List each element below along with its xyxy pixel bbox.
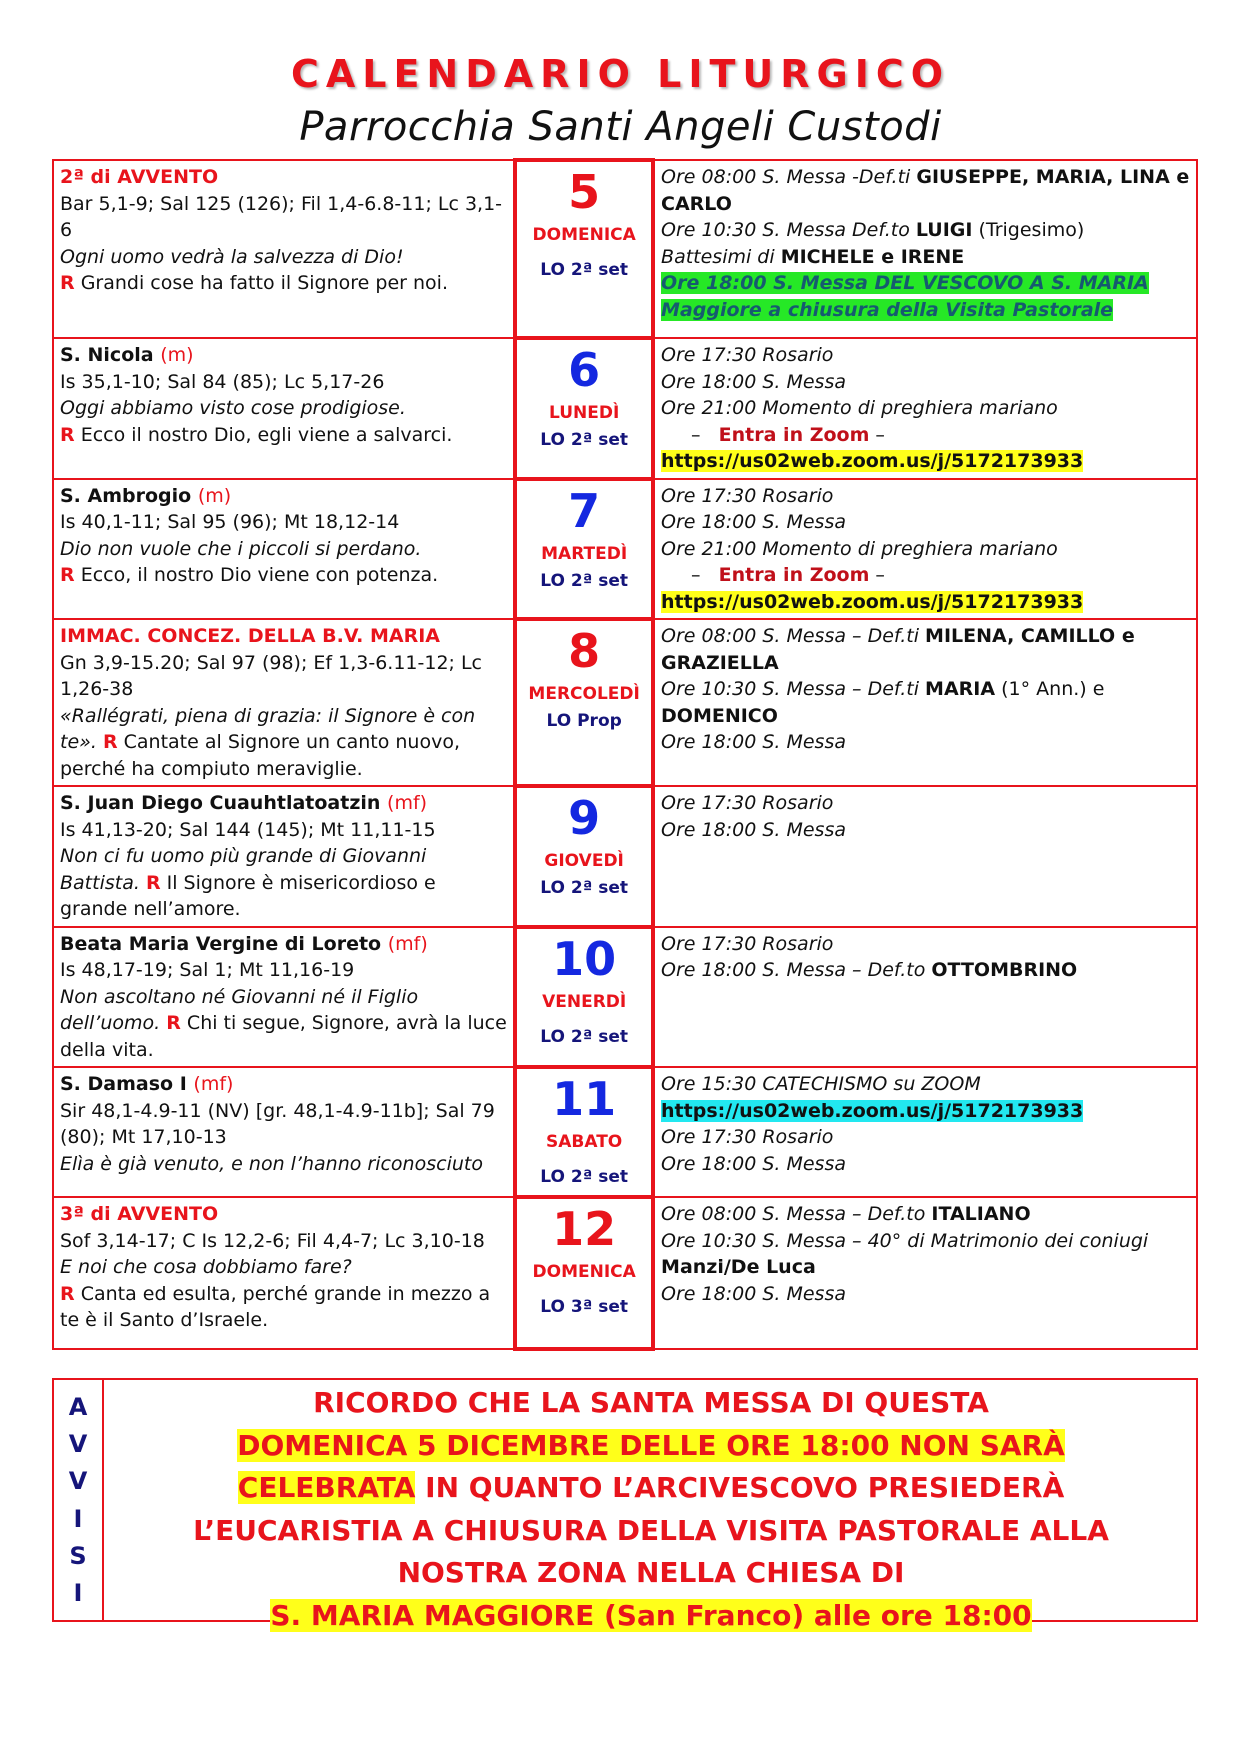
- schedule-cell: [653, 786, 1197, 927]
- day-cell: [515, 927, 653, 1068]
- schedule-item: [661, 483, 1190, 510]
- notice-line: [106, 1467, 1196, 1510]
- zoom-label: Entra in Zoom: [718, 564, 870, 586]
- response-marker: R: [60, 564, 75, 586]
- weekday: LUNEDÌ: [548, 403, 620, 423]
- liturgy-of-hours: LO 2ª set: [540, 1026, 628, 1047]
- zoom-link[interactable]: https://us02web.zoom.us/j/5172173933: [661, 450, 1084, 472]
- liturgy-cell: [53, 927, 515, 1068]
- calendar-row: [53, 786, 1197, 927]
- antiphon: E noi che cosa dobbiamo fare?: [60, 1256, 352, 1278]
- weekday: GIOVEDÌ: [544, 851, 624, 871]
- calendar-row: [53, 338, 1197, 479]
- day-cell: [515, 786, 653, 927]
- feast-title: [60, 164, 507, 191]
- notice-line: [106, 1425, 1196, 1468]
- readings: Is 48,17-19; Sal 1; Mt 11,16-19: [60, 959, 355, 981]
- notice-text: IN QUANTO L’ARCIVESCOVO PRESIEDERÀ: [415, 1471, 1065, 1504]
- schedule-cell: [653, 338, 1197, 479]
- antiphon-block: [60, 1254, 507, 1334]
- response-marker: R: [102, 731, 118, 753]
- schedule-item: [661, 817, 1190, 844]
- response-marker: R: [60, 272, 75, 294]
- calendar-row: [53, 1197, 1197, 1349]
- response: Il Signore è misericordioso e grande nell’amore.: [60, 871, 436, 920]
- notices-side-label: [54, 1380, 104, 1620]
- antiphon-block: [60, 984, 507, 1064]
- feast-name: S. Damaso I: [60, 1073, 187, 1095]
- notices-letter: A: [68, 1392, 88, 1421]
- antiphon-block: [60, 536, 507, 589]
- event-text: Ore 18:00 S. Messa – Def.to: [661, 959, 932, 981]
- antiphon: Non ci fu uomo più grande di Giovanni Battista.: [60, 845, 427, 894]
- feast-title: [60, 1201, 507, 1228]
- feast-rank: (mf): [387, 932, 428, 955]
- schedule-cell: [653, 479, 1197, 620]
- feast-name: IMMAC. CONCEZ. DELLA B.V. MARIA: [60, 625, 440, 647]
- response: Grandi cose ha fatto il Signore per noi.: [80, 272, 448, 294]
- event-names: MILENA, CAMILLO e GRAZIELLA: [661, 625, 1135, 674]
- schedule-item: [661, 1124, 1190, 1151]
- event-text: Ore 18:00 S. Messa: [661, 1282, 846, 1305]
- antiphon-block: [60, 703, 507, 783]
- schedule-item: [661, 369, 1190, 396]
- event-text: Ore 08:00 S. Messa – Def.to: [661, 1203, 932, 1225]
- event-names: Manzi/De Luca: [661, 1256, 816, 1278]
- liturgy-cell: [53, 1197, 515, 1349]
- event-names: OTTOMBRINO: [931, 959, 1078, 981]
- feast-rank: (mf): [387, 792, 428, 814]
- day-cell: [515, 160, 653, 338]
- response-marker: R: [60, 1282, 75, 1305]
- event-text: Ore 18:00 S. Messa: [661, 731, 846, 753]
- event-names: MARIA: [925, 678, 996, 700]
- event-text: Ore 17:30 Rosario: [661, 1126, 834, 1148]
- event-text: Ore 08:00 S. Messa -Def.ti: [661, 166, 917, 188]
- schedule-item: [661, 536, 1190, 563]
- notices-letter: S: [69, 1541, 87, 1570]
- day-number: 10: [552, 931, 617, 986]
- feast-title: [60, 623, 507, 650]
- feast-name: S. Juan Diego Cuauhtlatoatzin: [60, 792, 381, 814]
- schedule-item: – Entra in Zoom –: [691, 564, 885, 586]
- antiphon: Elìa è già venuto, e non l’hanno riconosciuto: [60, 1152, 483, 1175]
- antiphon-block: [60, 843, 507, 923]
- event-text: Ore 18:00 S. Messa: [661, 511, 846, 533]
- calendar-row: [53, 160, 1197, 338]
- calendar-row: [53, 619, 1197, 786]
- day-cell: [515, 1197, 653, 1349]
- schedule-item: [661, 395, 1190, 422]
- notices-letter: V: [68, 1429, 88, 1458]
- notice-highlight: CELEBRATA: [237, 1471, 416, 1504]
- notice-line: L’EUCARISTIA A CHIUSURA DELLA VISITA PASTORALE ALLA: [193, 1513, 1109, 1547]
- feast-title: [60, 342, 507, 369]
- schedule-item: [661, 244, 1190, 271]
- weekday: MERCOLEDÌ: [528, 684, 640, 704]
- antiphon-block: [60, 395, 507, 448]
- liturgy-of-hours: LO 2ª set: [540, 430, 628, 450]
- schedule-item: [661, 589, 1190, 616]
- liturgy-cell: [53, 1067, 515, 1197]
- liturgy-cell: [53, 160, 515, 338]
- day-number: 12: [552, 1202, 617, 1256]
- event-text: Ore 21:00 Momento di preghiera mariano: [661, 397, 1058, 419]
- schedule-item: [661, 790, 1190, 817]
- event-text: Ore 18:00 S. Messa: [661, 370, 846, 393]
- schedule-item: [661, 448, 1190, 475]
- response: Chi ti segue, Signore, avrà la luce della vita.: [60, 1012, 507, 1061]
- liturgy-of-hours: LO 2ª set: [540, 260, 628, 280]
- event-text: Ore 17:30 Rosario: [661, 484, 834, 507]
- schedule-item: [661, 1098, 1190, 1125]
- feast-title: [60, 931, 507, 958]
- zoom-link[interactable]: https://us02web.zoom.us/j/5172173933: [661, 1099, 1084, 1122]
- feast-rank: (mf): [193, 1073, 234, 1095]
- feast-name: 3ª di AVVENTO: [60, 1203, 219, 1225]
- feast-rank: (m): [160, 344, 194, 366]
- bishop-mass-highlight: Ore 18:00 S. Messa DEL VESCOVO A S. MARIA Maggiore a chiusura della Visita Pastorale: [661, 272, 1149, 321]
- schedule-item: [661, 1228, 1190, 1281]
- antiphon: Ogni uomo vedrà la salvezza di Dio!: [60, 245, 404, 268]
- day-number: 9: [568, 791, 601, 845]
- antiphon-block: [60, 1151, 507, 1178]
- page-title: CALENDARIO LITURGICO: [290, 52, 951, 96]
- liturgy-of-hours: LO 2ª set: [540, 570, 628, 591]
- response-marker: R: [166, 1012, 181, 1034]
- day-cell: [515, 1067, 653, 1197]
- feast-name: 2ª di AVVENTO: [60, 166, 219, 188]
- response: Cantate al Signore un canto nuovo, perché ha compiuto meraviglie.: [60, 731, 460, 780]
- readings: Is 40,1-11; Sal 95 (96); Mt 18,12-14: [60, 511, 400, 533]
- schedule-cell: [653, 1197, 1197, 1349]
- weekday: DOMENICA: [532, 225, 636, 245]
- day-number: 5: [568, 165, 601, 219]
- readings: Bar 5,1-9; Sal 125 (126); Fil 1,4-6.8-11; Lc 3,1-6: [60, 192, 503, 241]
- liturgy-of-hours: LO 3ª set: [540, 1297, 628, 1317]
- calendar-row: [53, 1067, 1197, 1197]
- schedule-item: [661, 1281, 1190, 1308]
- day-number: 8: [568, 624, 601, 678]
- response-marker: R: [145, 871, 161, 894]
- schedule-item: [661, 164, 1190, 217]
- day-number: 11: [552, 1072, 617, 1126]
- feast-name: S. Ambrogio: [60, 484, 192, 507]
- schedule-cell: [653, 160, 1197, 338]
- calendar-row: [53, 927, 1197, 1068]
- response: Canta ed esulta, perché grande in mezzo a te è il Santo d’Israele.: [60, 1282, 491, 1331]
- schedule-cell: [653, 619, 1197, 786]
- schedule-item: [661, 1071, 1190, 1098]
- response: Ecco il nostro Dio, egli viene a salvarci.: [80, 423, 453, 446]
- schedule-item: [661, 957, 1190, 984]
- antiphon: Oggi abbiamo visto cose prodigiose.: [60, 397, 406, 419]
- event-names: ITALIANO: [931, 1203, 1031, 1225]
- liturgy-cell: [53, 619, 515, 786]
- event-text: Ore 21:00 Momento di preghiera mariano: [661, 537, 1058, 560]
- notice-highlight: S. MARIA MAGGIORE (San Franco) alle ore 18:00: [270, 1598, 1032, 1632]
- day-cell: [515, 619, 653, 786]
- readings: Sir 48,1-4.9-11 (NV) [gr. 48,1-4.9-11b]; Sal 79 (80); Mt 17,10-13: [60, 1099, 495, 1148]
- event-note: (Trigesimo): [972, 219, 1085, 241]
- schedule-item: – Entra in Zoom –: [691, 423, 885, 446]
- notice-line: RICORDO CHE LA SANTA MESSA DI QUESTA: [313, 1386, 989, 1419]
- readings: Sof 3,14-17; C Is 12,2-6; Fil 4,4-7; Lc 3,10-18: [60, 1229, 485, 1252]
- weekday: SABATO: [546, 1132, 623, 1152]
- zoom-link[interactable]: https://us02web.zoom.us/j/5172173933: [661, 590, 1084, 613]
- antiphon-block: [60, 244, 507, 297]
- zoom-label: Entra in Zoom: [718, 423, 870, 446]
- liturgy-of-hours: LO 2ª set: [540, 1167, 628, 1187]
- feast-name: S. Nicola: [60, 344, 154, 366]
- feast-rank: (m): [197, 484, 232, 507]
- notices-text: [106, 1382, 1196, 1637]
- notices-box: [52, 1378, 1198, 1632]
- notice-highlight: DOMENICA 5 DICEMBRE DELLE ORE 18:00 NON SARÀ: [237, 1428, 1065, 1462]
- feast-title: [60, 1071, 507, 1098]
- calendar-row: [53, 479, 1197, 620]
- response-marker: R: [60, 423, 75, 446]
- event-text: Ore 10:30 S. Messa – 40° di Matrimonio dei coniugi: [661, 1229, 1149, 1252]
- schedule-cell: [653, 927, 1197, 1068]
- notice-line: [106, 1595, 1196, 1638]
- readings: Is 41,13-20; Sal 144 (145); Mt 11,11-15: [60, 818, 436, 841]
- schedule-item: [661, 931, 1190, 958]
- event-names: DOMENICO: [661, 704, 778, 727]
- event-names: GIUSEPPE, MARIA, LINA e CARLO: [661, 166, 1190, 215]
- event-text: Ore 08:00 S. Messa – Def.ti: [661, 625, 926, 647]
- day-cell: [515, 338, 653, 479]
- weekday: VENERDÌ: [542, 991, 627, 1012]
- day-cell: [515, 479, 653, 620]
- readings: Gn 3,9-15.20; Sal 97 (98); Ef 1,3-6.11-12; Lc 1,26-38: [60, 651, 483, 700]
- schedule-item: [661, 1151, 1190, 1178]
- liturgy-cell: [53, 786, 515, 927]
- liturgy-cell: [53, 479, 515, 620]
- event-text: Ore 10:30 S. Messa Def.to: [661, 219, 916, 241]
- feast-title: [60, 483, 507, 510]
- event-text: Ore 17:30 Rosario: [661, 344, 834, 366]
- parish-name: Parrocchia Santi Angeli Custodi: [299, 104, 942, 150]
- event-text: Ore 17:30 Rosario: [661, 792, 834, 814]
- event-note: (1° Ann.) e: [995, 678, 1105, 700]
- notices-letter: V: [68, 1467, 88, 1496]
- schedule-item: [661, 509, 1190, 536]
- schedule-item: [661, 270, 1190, 323]
- event-text: Ore 10:30 S. Messa – Def.ti: [661, 678, 926, 700]
- antiphon: «Rallégrati, piena di grazia: il Signore è con te».: [60, 704, 476, 753]
- event-text: Ore 17:30 Rosario: [661, 932, 834, 955]
- feast-name: Beata Maria Vergine di Loreto: [60, 932, 382, 955]
- event-names: LUIGI: [915, 219, 973, 241]
- schedule-item: [661, 623, 1190, 676]
- schedule-item: [661, 342, 1190, 369]
- schedule-item: [661, 676, 1190, 729]
- schedule-item: [661, 729, 1190, 756]
- feast-title: [60, 790, 507, 817]
- day-number: 7: [568, 483, 601, 538]
- schedule-cell: [653, 1067, 1197, 1197]
- liturgical-calendar-table: [52, 158, 1198, 1351]
- event-text: Ore 15:30 CATECHISMO su ZOOM: [661, 1073, 981, 1095]
- notice-line: NOSTRA ZONA NELLA CHIESA DI: [397, 1556, 905, 1589]
- antiphon: Non ascoltano né Giovanni né il Figlio dell’uomo.: [60, 985, 419, 1034]
- weekday: MARTEDÌ: [541, 543, 628, 564]
- liturgy-of-hours: LO 2ª set: [540, 878, 628, 898]
- weekday: DOMENICA: [532, 1262, 636, 1282]
- schedule-item: [661, 1201, 1190, 1228]
- event-text: Ore 18:00 S. Messa: [661, 1152, 846, 1175]
- liturgy-cell: [53, 338, 515, 479]
- notices-letter: I: [73, 1579, 83, 1608]
- readings: Is 35,1-10; Sal 84 (85); Lc 5,17-26: [60, 370, 385, 393]
- day-number: 6: [568, 343, 601, 397]
- antiphon: Dio non vuole che i piccoli si perdano.: [60, 537, 422, 560]
- response: Ecco, il nostro Dio viene con potenza.: [80, 564, 439, 586]
- event-names: MICHELE e IRENE: [780, 245, 965, 268]
- event-text: Ore 18:00 S. Messa: [661, 818, 846, 841]
- liturgy-of-hours: LO Prop: [546, 711, 622, 731]
- notices-letter: I: [73, 1504, 83, 1533]
- schedule-item: [661, 217, 1190, 244]
- event-text: Battesimi di: [661, 245, 781, 268]
